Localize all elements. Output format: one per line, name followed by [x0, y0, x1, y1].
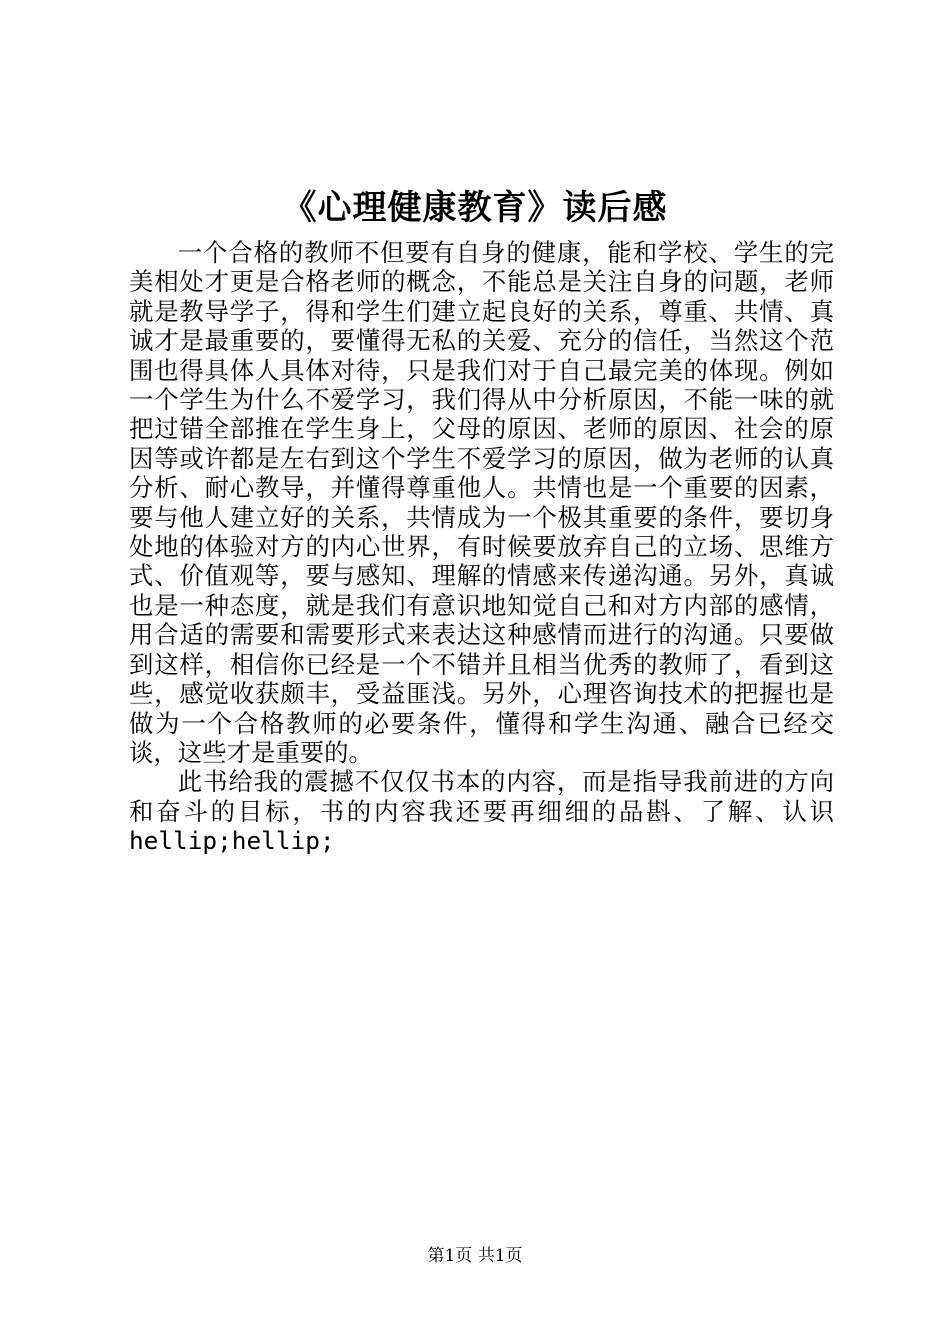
- document-title: 《心理健康教育》读后感: [282, 188, 668, 228]
- document-body: [129, 238, 834, 856]
- page-number-footer: 第1页 共1页: [427, 1246, 523, 1266]
- body-paragraph: 一个合格的教师不但要有自身的健康，能和学校、学生的完美相处才更是合格老师的概念，不能总是关注自身的问题，老师就是教导学子，得和学生们建立起良好的关系，尊重、共情、真诚才是最重要的，要懂得无私的关爱、充分的信任，当然这个范围也得具体人具体对待，只是我们对于自己最完美的体现。例如一个学生为什么不爱学习，我们得从中分析原因，不能一味的就把过错全部推在学生身上，父母的原因、老师的原因、社会的原因等或许都是左右到这个学生不爱学习的原因，做为老师的认真分析、耐心教导，并懂得尊重他人。共情也是一个重要的因素，要与他人建立好的关系，共情成为一个极其重要的条件，要切身处地的体验对方的内心世界，有时候要放弃自己的立场、思维方式、价值观等，要与感知、理解的情感来传递沟通。另外，真诚也是一种态度，就是我们有意识地知觉自己和对方内部的感情，用合适的需要和需要形式来表达这种感情而进行的沟通。只要做到这样，相信你已经是一个不错并且相当优秀的教师了，看到这些，感觉收获颇丰，受益匪浅。另外，心理咨询技术的把握也是做为一个合格教师的必要条件，懂得和学生沟通、融合已经交谈，这些才是重要的。: [129, 238, 834, 767]
- body-paragraph: 此书给我的震撼不仅仅书本的内容，而是指导我前进的方向和奋斗的目标，书的内容我还要再细细的品斟、了解、认识hellip;hellip;: [129, 767, 834, 856]
